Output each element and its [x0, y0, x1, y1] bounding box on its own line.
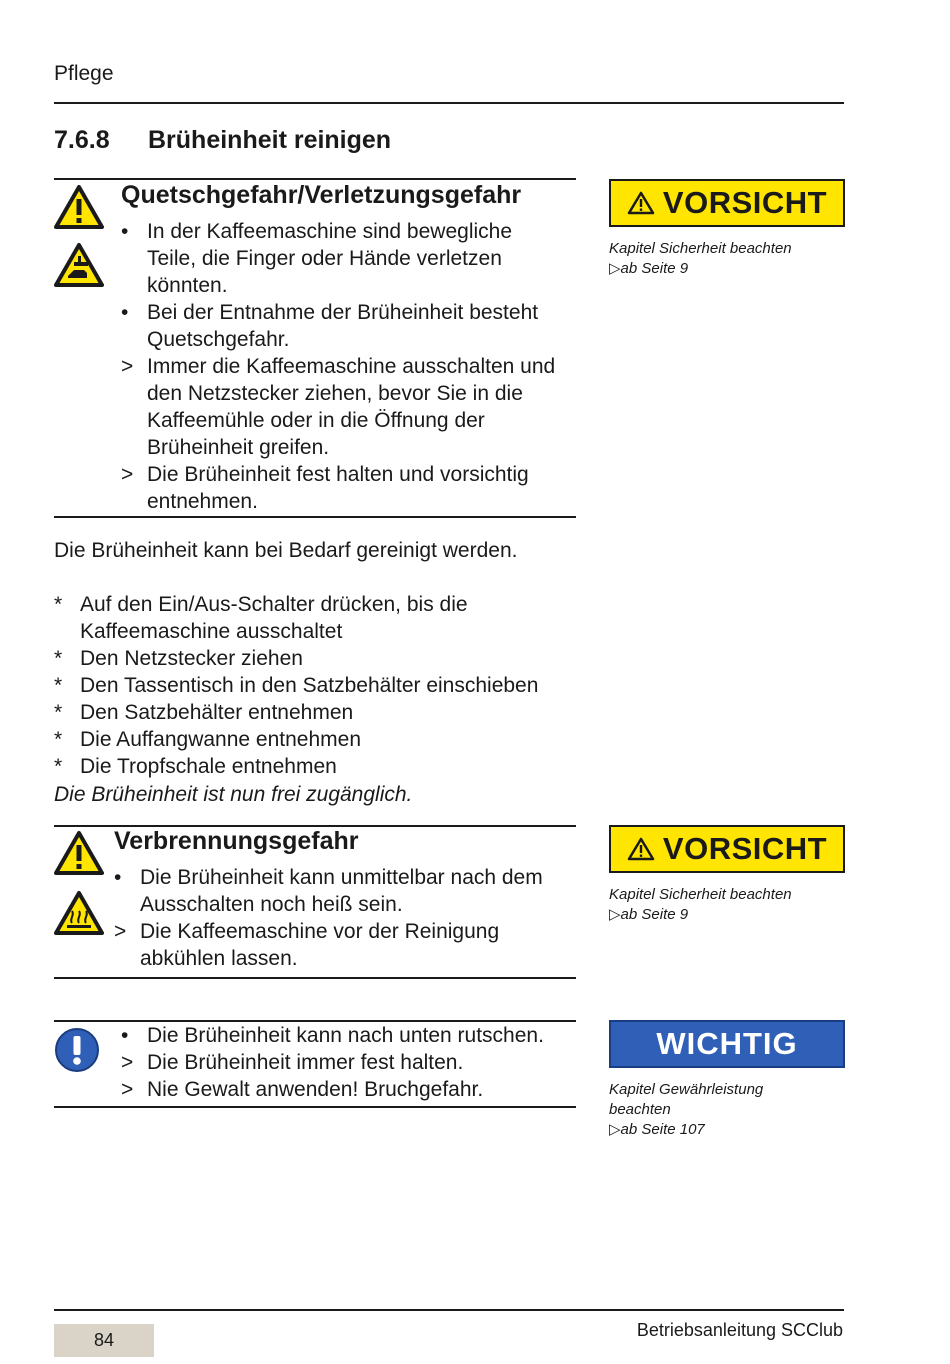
page-number: 84 — [54, 1324, 154, 1357]
warning2-list — [114, 864, 569, 972]
list-item: • Bei der Entnahme der Brüheinheit besteht Quetschgefahr. — [121, 301, 539, 351]
list-item: > Die Brüheinheit immer fest halten. — [121, 1051, 464, 1074]
safety-reference: Kapitel Sicherheit beachten ▷ab Seite 9 — [609, 240, 792, 277]
warning-triangle-icon — [627, 191, 655, 215]
notice-list — [121, 1022, 571, 1103]
page-title — [54, 126, 391, 155]
list-item: > Die Kaffeemaschine vor der Reinigung abkühlen lassen. — [114, 920, 500, 970]
warranty-reference: Kapitel Gewährleistung beachten ▷ab Seite 107 — [609, 1081, 764, 1138]
list-item: • In der Kaffeemaschine sind bewegliche Teile, die Finger oder Hände verletzen könnten. — [121, 220, 513, 297]
step-list — [54, 591, 574, 780]
section-title: Brüheinheit reinigen — [148, 126, 392, 154]
list-item: • Die Brüheinheit kann unmittelbar nach dem Ausschalten noch heiß sein. — [114, 866, 543, 916]
list-item: * Den Tassentisch in den Satzbehälter einschieben — [54, 674, 539, 697]
list-item: * Die Auffangwanne entnehmen — [54, 728, 361, 751]
warning1-top-rule — [54, 178, 576, 180]
list-item: > Nie Gewalt anwenden! Bruchgefahr. — [121, 1078, 484, 1101]
warning-triangle-icon — [54, 830, 104, 876]
manual-title: Betriebsanleitung SCClub — [636, 1320, 843, 1340]
list-item: * Den Satzbehälter entnehmen — [54, 701, 354, 724]
exclamation-icon — [54, 1027, 100, 1073]
result-text: Die Brüheinheit ist nun frei zugänglich. — [54, 783, 413, 806]
hand-crush-hazard-icon — [54, 242, 104, 288]
caution-badge-label: VORSICHT — [662, 831, 828, 866]
warning1-title: Quetschgefahr/Verletzungsgefahr — [121, 181, 522, 209]
warning-triangle-icon — [627, 837, 655, 861]
warning2-bottom-rule — [54, 977, 576, 979]
header-rule — [54, 102, 844, 104]
section-number: 7.6.8 — [54, 126, 110, 154]
hot-surface-icon — [54, 890, 104, 936]
list-item: * Die Tropfschale entnehmen — [54, 755, 337, 778]
footer-rule — [54, 1309, 844, 1311]
list-item: * Den Netzstecker ziehen — [54, 647, 303, 670]
warning2-title: Verbrennungsgefahr — [114, 827, 359, 855]
warning1-list — [121, 218, 566, 515]
notice-bottom-rule — [54, 1106, 576, 1108]
notice-badge — [609, 1020, 845, 1068]
caution-badge — [609, 825, 845, 873]
section-label: Pflege — [54, 62, 114, 85]
notice-badge-label: WICHTIG — [656, 1026, 798, 1061]
warning1-bottom-rule — [54, 516, 576, 518]
warning-triangle-icon — [54, 184, 104, 230]
list-item: > Die Brüheinheit fest halten und vorsichtig entnehmen. — [121, 463, 529, 513]
caution-badge-label: VORSICHT — [662, 185, 828, 220]
safety-reference: Kapitel Sicherheit beachten ▷ab Seite 9 — [609, 886, 792, 923]
list-item: • Die Brüheinheit kann nach unten rutschen. — [121, 1024, 544, 1047]
caution-badge — [609, 179, 845, 227]
intro-text: Die Brüheinheit kann bei Bedarf gereinigt werden. — [54, 539, 518, 562]
list-item: * Auf den Ein/Aus-Schalter drücken, bis die Kaffeemaschine ausschaltet — [54, 593, 468, 643]
list-item: > Immer die Kaffeemaschine ausschalten und den Netzstecker ziehen, bevor Sie in die Kaffeemühle oder in die Öffnung der Brüheinheit greifen. — [121, 355, 556, 459]
